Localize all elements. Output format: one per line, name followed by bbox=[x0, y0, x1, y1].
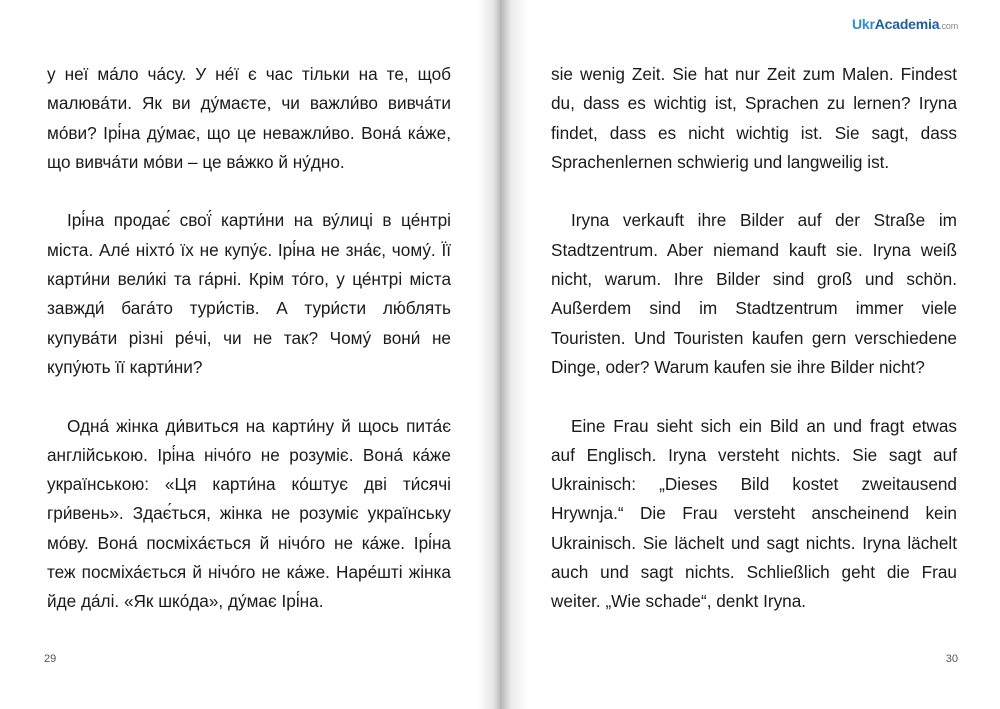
right-page bbox=[500, 0, 1000, 709]
right-gutter-shadow bbox=[500, 0, 528, 709]
left-gutter-shadow bbox=[478, 0, 500, 709]
right-paragraph-3: Eine Frau sieht sich ein Bild an und fragt etwas auf Englisch. Iryna versteht nichts. Sie sagt auf Ukrainisch: „Dieses Bild kostet zweitausend Hrywnja.“ Die Frau versteht anscheinend kein Ukrainisch. Sie lächelt und sagt nichts. Iryna lächelt auch und sagt nichts. Schließlich geht die Frau weiter. „Wie schade“, denkt Iryna. bbox=[551, 415, 957, 612]
ukracademia-logo bbox=[852, 16, 958, 32]
left-paragraph-2: Ірі́на продає́ свої́ карти́ни на ву́лиці в це́нтрі міста. Але́ ніхто́ їх не купу́є. Ірі́на не зна́є, чому́. Її карти́ни вели́кі та га́рні. Крім то́го, у це́нтрі міста завжди́ бага́то тури́стів. А тури́сти лю́блять купува́ти різні ре́чі, чи не так? Чому́ вони́ не купу́ють її карти́ни? bbox=[47, 210, 451, 377]
left-paragraph-3: Одна́ жінка ди́виться на карти́ну й щось пита́є англійською. Ірі́на нічо́го не розуміє. Вона́ ка́же українською: «Ця карти́на ко́штує дві ти́сячі гри́вень». Здає́ться, жінка не розуміє українську мо́ву. Вона́ посміха́ється й нічо́го не ка́же. Ірі́на теж посміха́ється й нічо́го не ка́же. Наре́шті жінка йде да́лі. «Як шко́да», ду́має Ірі́на. bbox=[47, 415, 451, 612]
right-paragraph-1: sie wenig Zeit. Sie hat nur Zeit zum Malen. Findest du, dass es wichtig ist, Sprachen zu lernen? Iryna findet, dass es nicht wichtig ist. Sie sagt, dass Sprachenlernen schwierig und langweilig ist. bbox=[551, 64, 957, 172]
logo-part-academia: Academia bbox=[874, 16, 940, 32]
logo-part-domain: .com bbox=[939, 21, 958, 31]
right-paragraph-2: Iryna verkauft ihre Bilder auf der Straße im Stadtzentrum. Aber niemand kauft sie. Iryna weiß nicht, warum. Ihre Bilder sind groß und schön. Außerdem sind im Stadtzentrum immer viele Touristen. Und Touristen kaufen gern verschiedene Dinge, oder? Warum kaufen sie ihre Bilder nicht? bbox=[551, 210, 957, 377]
logo-part-ukr: Ukr bbox=[852, 16, 875, 32]
right-page-text bbox=[551, 60, 957, 617]
right-page-number: 30 bbox=[945, 653, 958, 665]
left-page-number: 29 bbox=[44, 653, 57, 665]
left-paragraph-1: у неї ма́ло ча́су. У не́ї є час тільки на те, щоб малюва́ти. Як ви ду́маєте, чи важли́во вивча́ти мо́ви? Ірі́на ду́має, що це неважли́во. Вона́ ка́же, що вивча́ти мо́ви – це ва́жко й ну́дно. bbox=[47, 64, 451, 172]
left-page-text bbox=[47, 60, 451, 617]
